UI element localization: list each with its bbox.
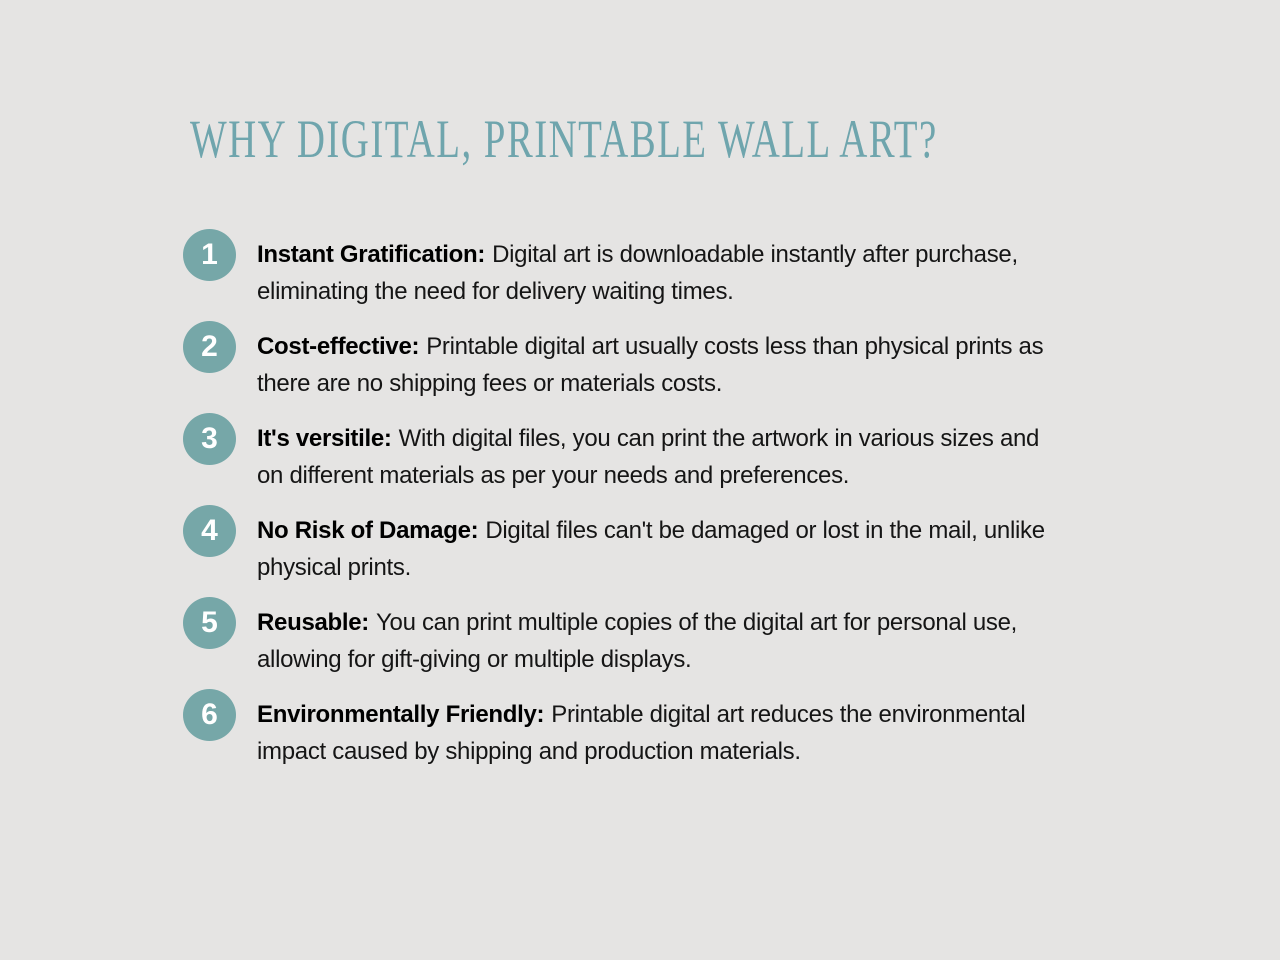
number-badge-label: 5 [201, 606, 218, 639]
item-description: Digital art is downloadable instantly after purchase, eliminating the need for delivery waiting times. [257, 241, 1018, 305]
item-label: It's versitile: [257, 425, 392, 452]
page-title: WHY DIGITAL, PRINTABLE WALL ART? [190, 109, 938, 169]
item-text [257, 512, 1057, 586]
item-text [257, 604, 1057, 678]
item-description: Printable digital art usually costs less than physical prints as there are no shipping fees or materials costs. [257, 333, 1044, 397]
item-label: Reusable: [257, 609, 370, 636]
number-badge [183, 229, 236, 281]
benefits-poster [183, 109, 1103, 770]
item-description: You can print multiple copies of the digital art for personal use, allowing for gift-giving or multiple displays. [257, 609, 1018, 673]
list-item [183, 236, 1103, 310]
number-badge-label: 4 [201, 514, 218, 547]
item-text [257, 696, 1057, 770]
number-badge-label: 1 [201, 238, 218, 271]
list-item [183, 328, 1103, 402]
list-item [183, 512, 1103, 586]
item-text [257, 236, 1057, 310]
list-item [183, 604, 1103, 678]
number-badge [183, 505, 236, 557]
benefits-list [183, 236, 1103, 770]
item-text [257, 420, 1057, 494]
list-item [183, 696, 1103, 770]
item-description: Printable digital art reduces the environmental impact caused by shipping and production materials. [257, 701, 1026, 765]
item-text [257, 328, 1057, 402]
number-badge [183, 321, 236, 373]
number-badge [183, 597, 236, 649]
item-description: With digital files, you can print the artwork in various sizes and on different materials as per your needs and preferences. [257, 425, 1040, 489]
item-label: No Risk of Damage: [257, 517, 479, 544]
item-description: Digital files can't be damaged or lost in the mail, unlike physical prints. [257, 517, 1045, 581]
number-badge [183, 689, 236, 741]
list-item [183, 420, 1103, 494]
number-badge-label: 3 [201, 422, 218, 455]
number-badge [183, 413, 236, 465]
item-label: Instant Gratification: [257, 241, 486, 268]
number-badge-label: 6 [201, 698, 218, 731]
number-badge-label: 2 [201, 330, 218, 363]
item-label: Environmentally Friendly: [257, 701, 545, 728]
item-label: Cost-effective: [257, 333, 420, 360]
